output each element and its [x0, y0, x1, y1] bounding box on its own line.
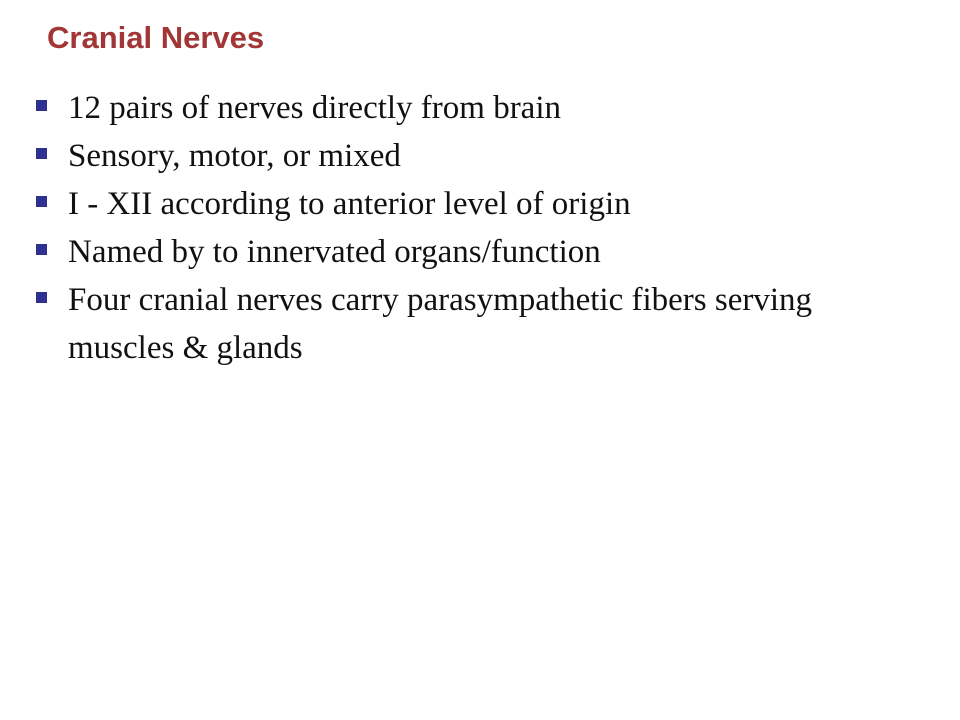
bullet-text: Four cranial nerves carry parasympathetic fibers serving muscles & glands — [68, 282, 813, 366]
bullet-text: Named by to innervated organs/function — [68, 234, 601, 270]
bullet-text: 12 pairs of nerves directly from brain — [68, 90, 562, 126]
square-bullet-icon — [36, 148, 47, 159]
slide-title: Cranial Nerves — [47, 20, 265, 55]
square-bullet-icon — [36, 244, 47, 255]
bullet-list — [36, 84, 916, 372]
list-item — [36, 132, 916, 180]
square-bullet-icon — [36, 196, 47, 207]
square-bullet-icon — [36, 100, 47, 111]
list-item — [36, 276, 916, 372]
bullet-text: Sensory, motor, or mixed — [68, 138, 401, 174]
list-item — [36, 228, 916, 276]
square-bullet-icon — [36, 292, 47, 303]
bullet-text: I - XII according to anterior level of origin — [68, 186, 631, 222]
list-item — [36, 84, 916, 132]
list-item — [36, 180, 916, 228]
